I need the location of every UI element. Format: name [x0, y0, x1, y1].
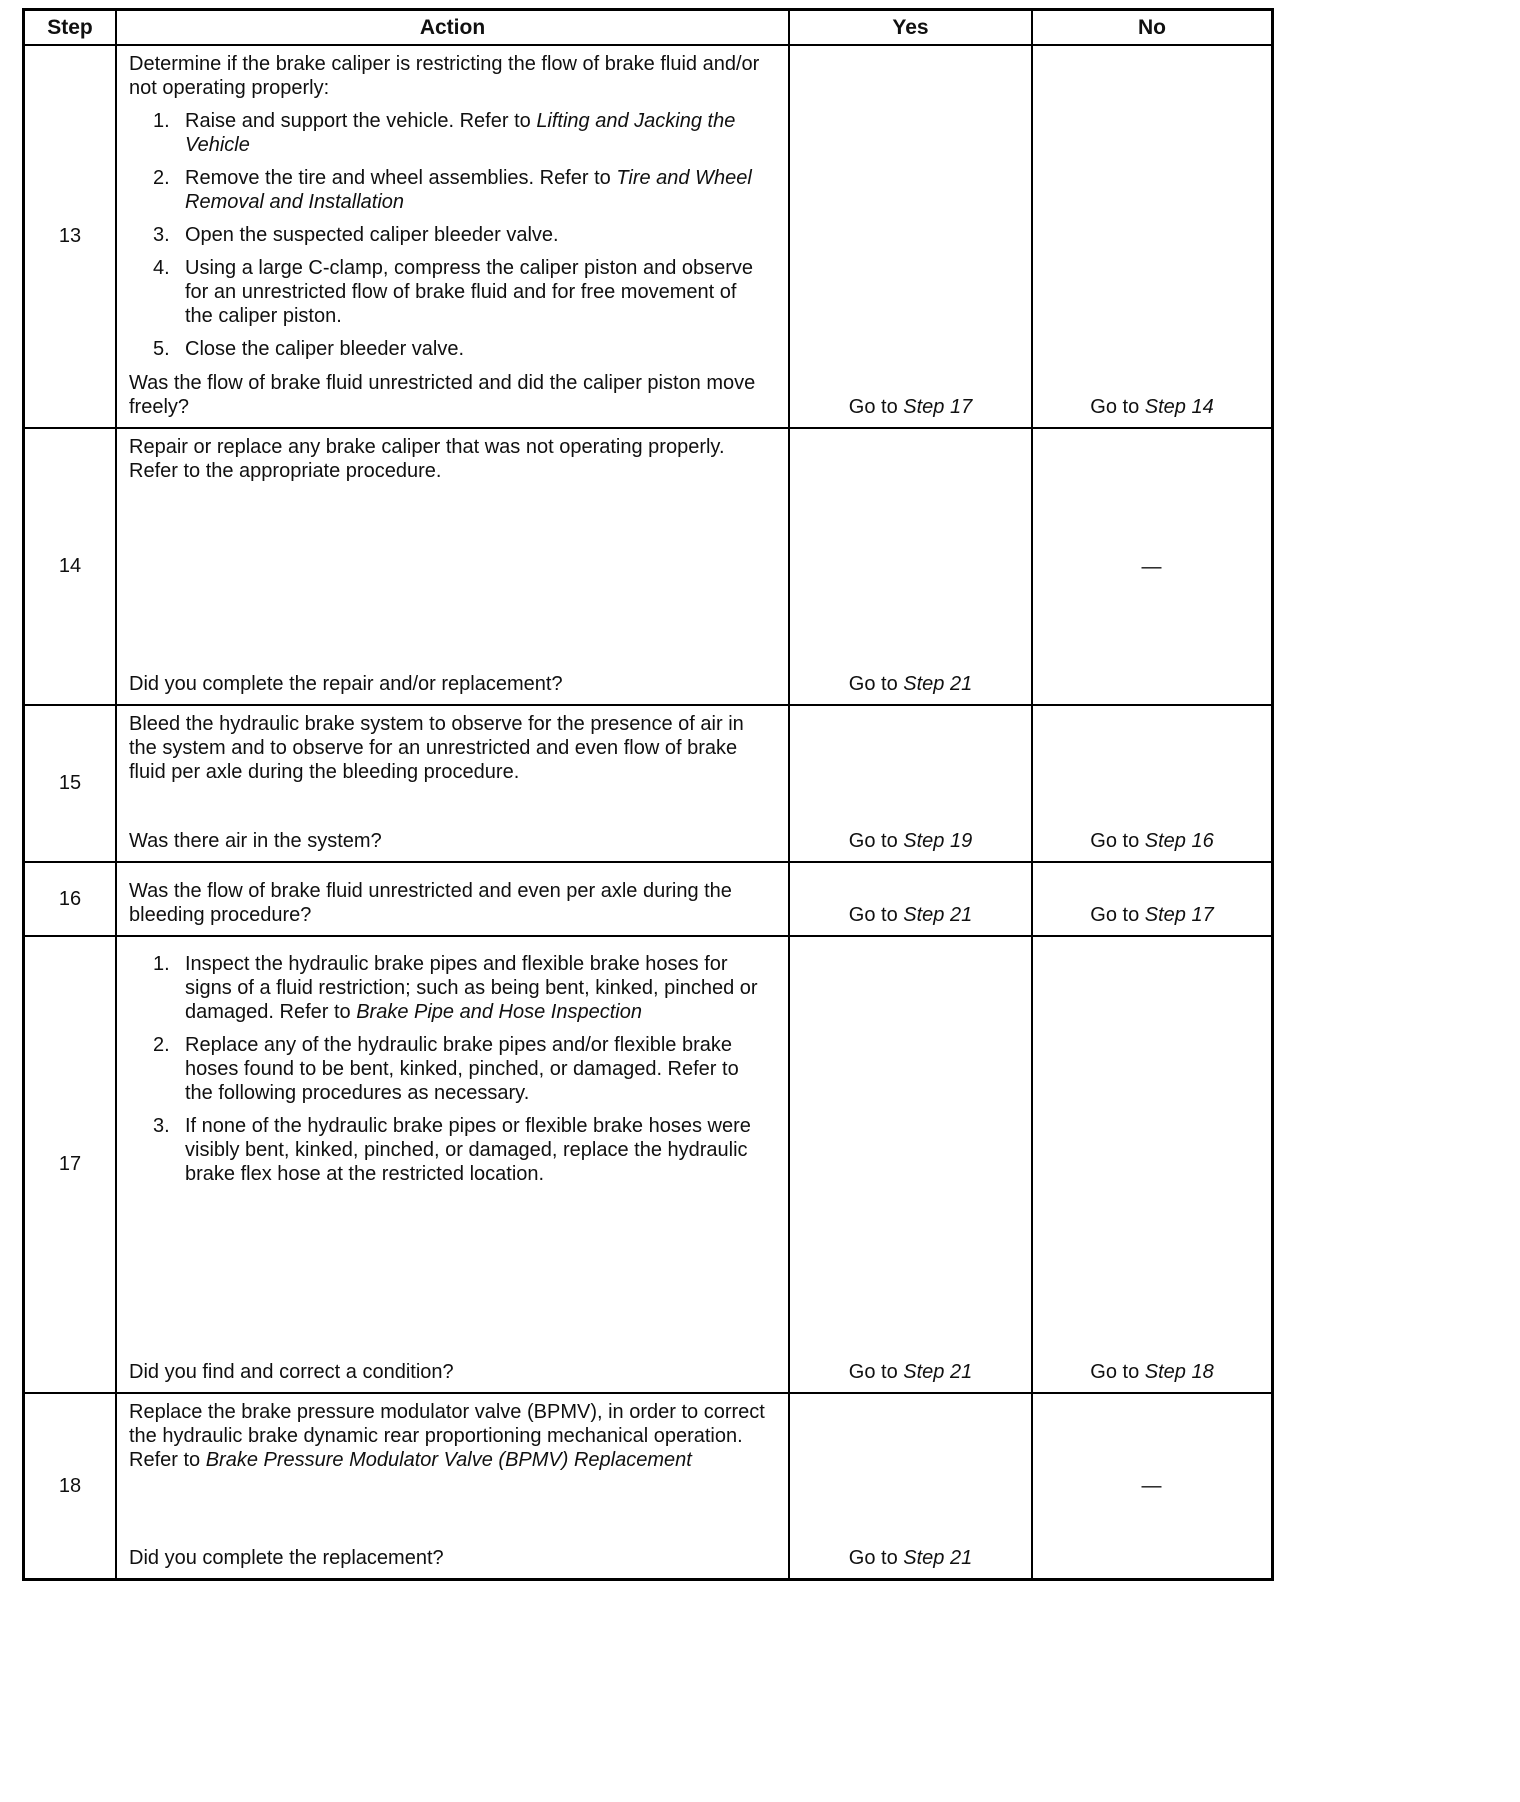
table-row [25, 44, 1271, 427]
yes-answer-text: Go to [848, 904, 904, 926]
yes-cell [788, 863, 1031, 935]
list-item-text [185, 109, 768, 157]
no-cell [1031, 429, 1271, 704]
list-item-text: Close the caliper bleeder valve. [185, 338, 465, 360]
no-answer-italic-ref: Step 16 [1144, 830, 1214, 852]
action-intro-text: Determine if the brake caliper is restricting the flow of brake fluid and/or not operating properly: [129, 53, 760, 99]
no-cell [1031, 863, 1271, 935]
list-item-text: Replace any of the hydraulic brake pipes and/or flexible brake hoses found to be bent, kinked, pinched, or damaged. Refer to the following procedures as necessary. [185, 1034, 739, 1104]
no-answer [1090, 903, 1213, 927]
list-item-text [185, 223, 768, 247]
step-cell [25, 1394, 115, 1578]
step-cell [25, 429, 115, 704]
action-cell [115, 1394, 788, 1578]
list-item-number: 3. [153, 1115, 170, 1137]
action-question [129, 662, 768, 696]
action-question [129, 1350, 768, 1384]
step-cell [25, 863, 115, 935]
yes-answer-italic-ref: Step 17 [903, 396, 973, 418]
table-row [25, 861, 1271, 935]
table-row [25, 704, 1271, 861]
list-item-number: 4. [153, 257, 170, 279]
no-cell [1031, 937, 1271, 1392]
step-cell [25, 706, 115, 861]
no-answer-text: Go to [1090, 1361, 1145, 1383]
yes-answer [849, 395, 972, 419]
no-answer-italic-ref: Step 14 [1144, 396, 1214, 418]
action-list-item [129, 1033, 768, 1105]
list-item-italic-ref: Brake Pipe and Hose Inspection [356, 1001, 642, 1023]
step-number: 13 [58, 225, 82, 247]
yes-cell [788, 429, 1031, 704]
no-answer: — [1141, 555, 1163, 578]
no-answer [1090, 829, 1213, 853]
col-header-step: Step [47, 15, 93, 39]
yes-answer-italic-ref: Step 21 [903, 673, 973, 695]
list-item-text [185, 166, 768, 214]
list-item-text: Open the suspected caliper bleeder valve. [185, 224, 559, 246]
yes-answer-italic-ref: Step 21 [903, 904, 973, 926]
action-intro [129, 712, 768, 784]
yes-answer [849, 829, 972, 853]
col-header-no: No [1031, 11, 1271, 44]
list-item-text [185, 337, 768, 361]
yes-answer-text: Go to [848, 673, 904, 695]
no-cell [1031, 46, 1271, 427]
table-row [25, 1392, 1271, 1578]
no-cell [1031, 1394, 1271, 1578]
list-item-text: Remove the tire and wheel assemblies. Refer to [185, 167, 617, 189]
step-number: 15 [58, 772, 82, 794]
step-number: 14 [58, 555, 82, 577]
list-item-number: 1. [153, 110, 170, 132]
list-item-italic-ref: Lifting and Jacking the Vehicle [185, 110, 736, 156]
list-item-number: 5. [153, 338, 170, 360]
no-cell [1031, 706, 1271, 861]
table-row [25, 935, 1271, 1392]
no-answer-text: Go to [1090, 396, 1145, 418]
list-item-text: Using a large C-clamp, compress the caliper piston and observe for an unrestricted flow of brake fluid and for free movement of the caliper piston. [185, 257, 754, 327]
no-answer-text: Go to [1090, 904, 1145, 926]
no-answer-italic-ref: Step 17 [1144, 904, 1214, 926]
action-list-item [129, 256, 768, 328]
col-header-action: Action [115, 11, 788, 44]
diagnostic-table [22, 8, 1274, 1581]
yes-cell [788, 937, 1031, 1392]
yes-answer-text: Go to [848, 396, 904, 418]
action-list-item [129, 1114, 768, 1186]
action-intro-text: Replace the brake pressure modulator valve (BPMV), in order to correct the hydraulic brake dynamic rear proportioning mechanical operation. Refer to [129, 1401, 765, 1471]
list-item-text: Inspect the hydraulic brake pipes and flexible brake hoses for signs of a fluid restriction; such as being bent, kinked, pinched or damaged. Refer to [185, 953, 758, 1023]
action-list-item [129, 337, 768, 361]
no-answer [1090, 395, 1213, 419]
list-item-number: 3. [153, 224, 170, 246]
list-item-number: 2. [153, 1034, 170, 1056]
yes-answer [849, 672, 972, 696]
list-item-text [185, 1114, 768, 1186]
action-cell [115, 706, 788, 861]
yes-answer-italic-ref: Step 21 [903, 1547, 973, 1569]
yes-cell [788, 706, 1031, 861]
list-item-number: 1. [153, 953, 170, 975]
step-number: 18 [58, 1474, 82, 1497]
action-question [129, 819, 768, 853]
yes-answer-text: Go to [848, 830, 904, 852]
list-item-text [185, 256, 768, 328]
table-body [25, 44, 1271, 1578]
yes-answer [849, 1546, 972, 1570]
yes-answer [849, 1360, 972, 1384]
table-header-row [25, 11, 1271, 44]
action-list-item [129, 223, 768, 247]
no-answer-text: Go to [1090, 830, 1145, 852]
action-cell [115, 429, 788, 704]
action-question [129, 1536, 768, 1570]
action-cell [115, 937, 788, 1392]
action-intro [129, 52, 768, 100]
action-question-text: Was the flow of brake fluid unrestricted and did the caliper piston move freely? [129, 372, 756, 418]
yes-cell [788, 1394, 1031, 1578]
action-question-text: Did you complete the replacement? [129, 1547, 444, 1569]
action-cell [115, 863, 788, 935]
action-question-text: Did you complete the repair and/or replacement? [129, 673, 563, 695]
action-intro [129, 435, 768, 483]
list-item-number: 2. [153, 167, 170, 189]
yes-answer-italic-ref: Step 21 [903, 1361, 973, 1383]
action-intro-text: Bleed the hydraulic brake system to observe for the presence of air in the system and to observe for an unrestricted and even flow of brake fluid per axle during the bleeding procedure. [129, 713, 744, 783]
list-item-text [185, 952, 768, 1024]
yes-answer [849, 903, 972, 927]
action-question-text: Did you find and correct a condition? [129, 1361, 454, 1383]
list-item-text [185, 1033, 768, 1105]
yes-answer-text: Go to [848, 1361, 904, 1383]
col-header-yes: Yes [788, 11, 1031, 44]
yes-answer-italic-ref: Step 19 [903, 830, 973, 852]
action-intro-text: Repair or replace any brake caliper that was not operating properly. Refer to the appropriate procedure. [129, 436, 725, 482]
action-intro [129, 1400, 768, 1472]
action-list-item [129, 166, 768, 214]
yes-cell [788, 46, 1031, 427]
table-row [25, 427, 1271, 704]
yes-answer-text: Go to [848, 1547, 904, 1569]
action-intro-italic-ref: Brake Pressure Modulator Valve (BPMV) Replacement [205, 1449, 692, 1471]
action-question [129, 361, 768, 419]
no-answer: — [1141, 1475, 1163, 1497]
no-answer-italic-ref: Step 18 [1144, 1361, 1214, 1383]
list-item-italic-ref: Tire and Wheel Removal and Installation [185, 167, 752, 213]
no-answer [1090, 1360, 1213, 1384]
action-question-text: Was the flow of brake fluid unrestricted and even per axle during the bleeding procedure? [129, 880, 732, 926]
action-question [129, 869, 768, 927]
action-question-text: Was there air in the system? [129, 830, 382, 852]
step-cell [25, 937, 115, 1392]
step-cell [25, 46, 115, 427]
list-item-text: Raise and support the vehicle. Refer to [185, 110, 537, 132]
action-list-item [129, 109, 768, 157]
step-number: 17 [58, 1153, 82, 1175]
action-cell [115, 46, 788, 427]
action-list-item [129, 952, 768, 1024]
step-number: 16 [58, 887, 82, 910]
list-item-text: If none of the hydraulic brake pipes or flexible brake hoses were visibly bent, kinked, pinched, or damaged, replace the hydraulic brake flex hose at the restricted location. [185, 1115, 751, 1185]
